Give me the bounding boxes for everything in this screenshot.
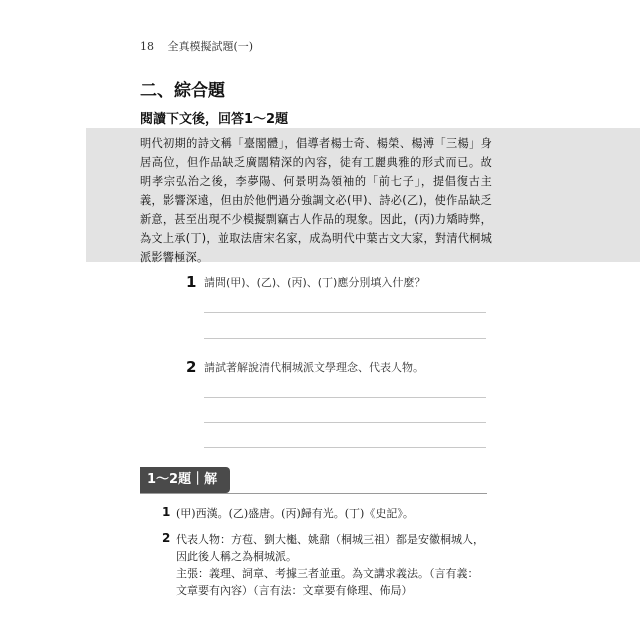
answer-divider [140, 493, 487, 494]
answer-number: 1 [162, 505, 171, 519]
passage-text: 明代初期的詩文稱「臺閣體」，倡導者楊士奇、楊榮、楊溥「三楊」身居高位，但作品缺乏廣闊精深的內容，徒有工麗典雅的形式而已。故明孝宗弘治之後，李夢陽、何景明為領袖的「前七子」，提倡復古主義，影響深遠，但由於他們過分強調文必(甲)、詩必(乙)，使作品缺乏新意，甚至出現不少模擬剽竊古人作品的現象。因此，(丙)力矯時弊，為文上承(丁)，並取法唐宋名家，成為明代中葉古文大家，對清代桐城派影響極深。 [140, 137, 492, 264]
answer-line [204, 338, 486, 339]
answer-text-line: (甲)西漢。(乙)盛唐。(丙)歸有光。(丁)《史記》。 [176, 507, 414, 520]
question-number: 1 [186, 273, 197, 291]
section-title: 二、綜合題 [140, 81, 225, 101]
answer-section-tab: 1～2題｜解 [140, 467, 230, 493]
answer-line [204, 312, 486, 313]
question-number: 2 [186, 358, 197, 376]
page-number: 18 [140, 40, 154, 53]
answer-line [204, 447, 486, 448]
answer-text-line: 主張：義理、詞章、考據三者並重。為文講求義法。（言有義： [176, 567, 479, 580]
book-title: 全真模擬試題(一) [167, 40, 254, 53]
question-text: 請試著解說清代桐城派文學理念、代表人物。 [204, 361, 424, 374]
answer-number: 2 [162, 531, 171, 545]
reading-instruction: 閱讀下文後，回答1～2題 [140, 112, 289, 127]
running-head [140, 38, 253, 54]
answer-line [204, 397, 486, 398]
answer-text-line: 因此後人稱之為桐城派。 [176, 550, 297, 563]
answer-text-line: 文章要有內容）（言有法：文章要有條理、佈局） [176, 584, 413, 597]
answer-text-line: 代表人物：方苞、劉大櫆、姚鼐（桐城三祖）都是安徽桐城人， [176, 533, 484, 546]
question-text: 請問(甲)、(乙)、(丙)、(丁)應分別填入什麼？ [204, 276, 426, 289]
answer-line [204, 422, 486, 423]
